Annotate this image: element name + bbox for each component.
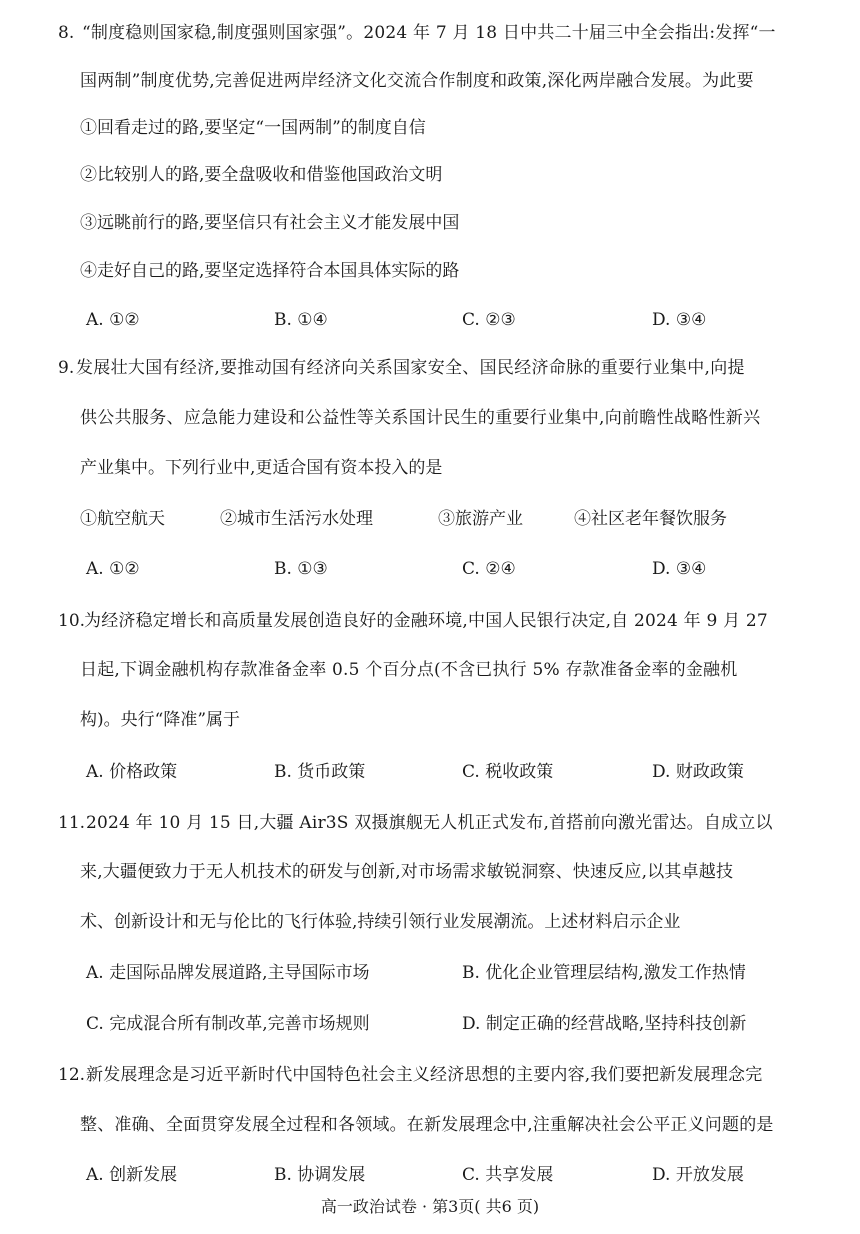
question-9-number: 9. [58,358,75,378]
question-12-option-b[interactable]: B. 协调发展 [274,1165,366,1185]
question-11-option-c[interactable]: C. 完成混合所有制改革,完善市场规则 [86,1014,370,1034]
question-8-option-c[interactable]: C. ②③ [462,310,516,330]
question-8-stem-line-1: “制度稳则国家稳,制度强则国家强”。2024 年 7 月 18 日中共二十届三中全会指出:发挥“一 [82,23,776,43]
question-10-option-c[interactable]: C. 税收政策 [462,762,554,782]
question-10-stem-line-1: 为经济稳定增长和高质量发展创造良好的金融环境,中国人民银行决定,自 2024 年 9 月 27 [84,611,768,631]
question-10-stem-line-2: 日起,下调金融机构存款准备金率 0.5 个百分点(不含已执行 5% 存款准备金率的金融机 [80,660,738,680]
question-11-stem-line-3: 术、创新设计和无与伦比的飞行体验,持续引领行业发展潮流。上述材料启示企业 [80,912,681,932]
question-8-option-d[interactable]: D. ③④ [652,310,707,330]
question-10-number: 10. [58,611,86,631]
question-12-option-a[interactable]: A. 创新发展 [86,1165,178,1185]
question-12-option-d[interactable]: D. 开放发展 [652,1165,744,1185]
question-8-option-a[interactable]: A. ①② [86,310,140,330]
page-footer: 高一政治试卷 · 第3页( 共6 页) [320,1197,540,1216]
question-9-statement-1: ①航空航天 [80,509,165,529]
question-11-option-a[interactable]: A. 走国际品牌发展道路,主导国际市场 [86,963,370,983]
question-9-stem-line-2: 供公共服务、应急能力建设和公益性等关系国计民生的重要行业集中,向前瞻性战略性新兴 [80,408,761,428]
question-9-option-a[interactable]: A. ①② [86,559,140,579]
question-8-statement-2: ②比较别人的路,要全盘吸收和借鉴他国政治文明 [80,165,443,185]
question-9-statement-4: ④社区老年餐饮服务 [574,509,727,529]
question-8-statement-1: ①回看走过的路,要坚定“一国两制”的制度自信 [80,118,426,138]
question-9-option-d[interactable]: D. ③④ [652,559,707,579]
question-11-option-d[interactable]: D. 制定正确的经营战略,坚持科技创新 [462,1014,747,1034]
question-8-option-b[interactable]: B. ①④ [274,310,328,330]
question-11-stem-line-1: 2024 年 10 月 15 日,大疆 Air3S 双摄旗舰无人机正式发布,首搭前向激光雷达。自成立以 [86,813,773,833]
question-12-option-c[interactable]: C. 共享发展 [462,1165,554,1185]
question-12-stem-line-2: 整、准确、全面贯穿发展全过程和各领域。在新发展理念中,注重解决社会公平正义问题的是 [80,1115,774,1135]
question-9-stem-line-3: 产业集中。下列行业中,更适合国有资本投入的是 [80,458,443,478]
question-11-number: 11. [58,813,86,833]
question-9-statement-2: ②城市生活污水处理 [220,509,373,529]
question-10-option-d[interactable]: D. 财政政策 [652,762,744,782]
question-12-stem-line-1: 新发展理念是习近平新时代中国特色社会主义经济思想的主要内容,我们要把新发展理念完 [86,1065,763,1085]
question-10-option-b[interactable]: B. 货币政策 [274,762,366,782]
question-12-number: 12. [58,1065,86,1085]
question-9-option-b[interactable]: B. ①③ [274,559,328,579]
question-8-statement-3: ③远眺前行的路,要坚信只有社会主义才能发展中国 [80,213,460,233]
question-8-statement-4: ④走好自己的路,要坚定选择符合本国具体实际的路 [80,261,460,281]
question-10-stem-line-3: 构)。央行“降准”属于 [80,710,241,730]
question-11-option-b[interactable]: B. 优化企业管理层结构,激发工作热情 [462,963,746,983]
question-8-stem-line-2: 国两制”制度优势,完善促进两岸经济文化交流合作制度和政策,深化两岸融合发展。为此要 [80,71,754,91]
question-9-statement-3: ③旅游产业 [438,509,523,529]
question-11-stem-line-2: 来,大疆便致力于无人机技术的研发与创新,对市场需求敏锐洞察、快速反应,以其卓越技 [80,862,734,882]
question-9-option-c[interactable]: C. ②④ [462,559,516,579]
question-10-option-a[interactable]: A. 价格政策 [86,762,178,782]
question-8-number: 8. [58,23,75,43]
question-9-stem-line-1: 发展壮大国有经济,要推动国有经济向关系国家安全、国民经济命脉的重要行业集中,向提 [76,358,745,378]
